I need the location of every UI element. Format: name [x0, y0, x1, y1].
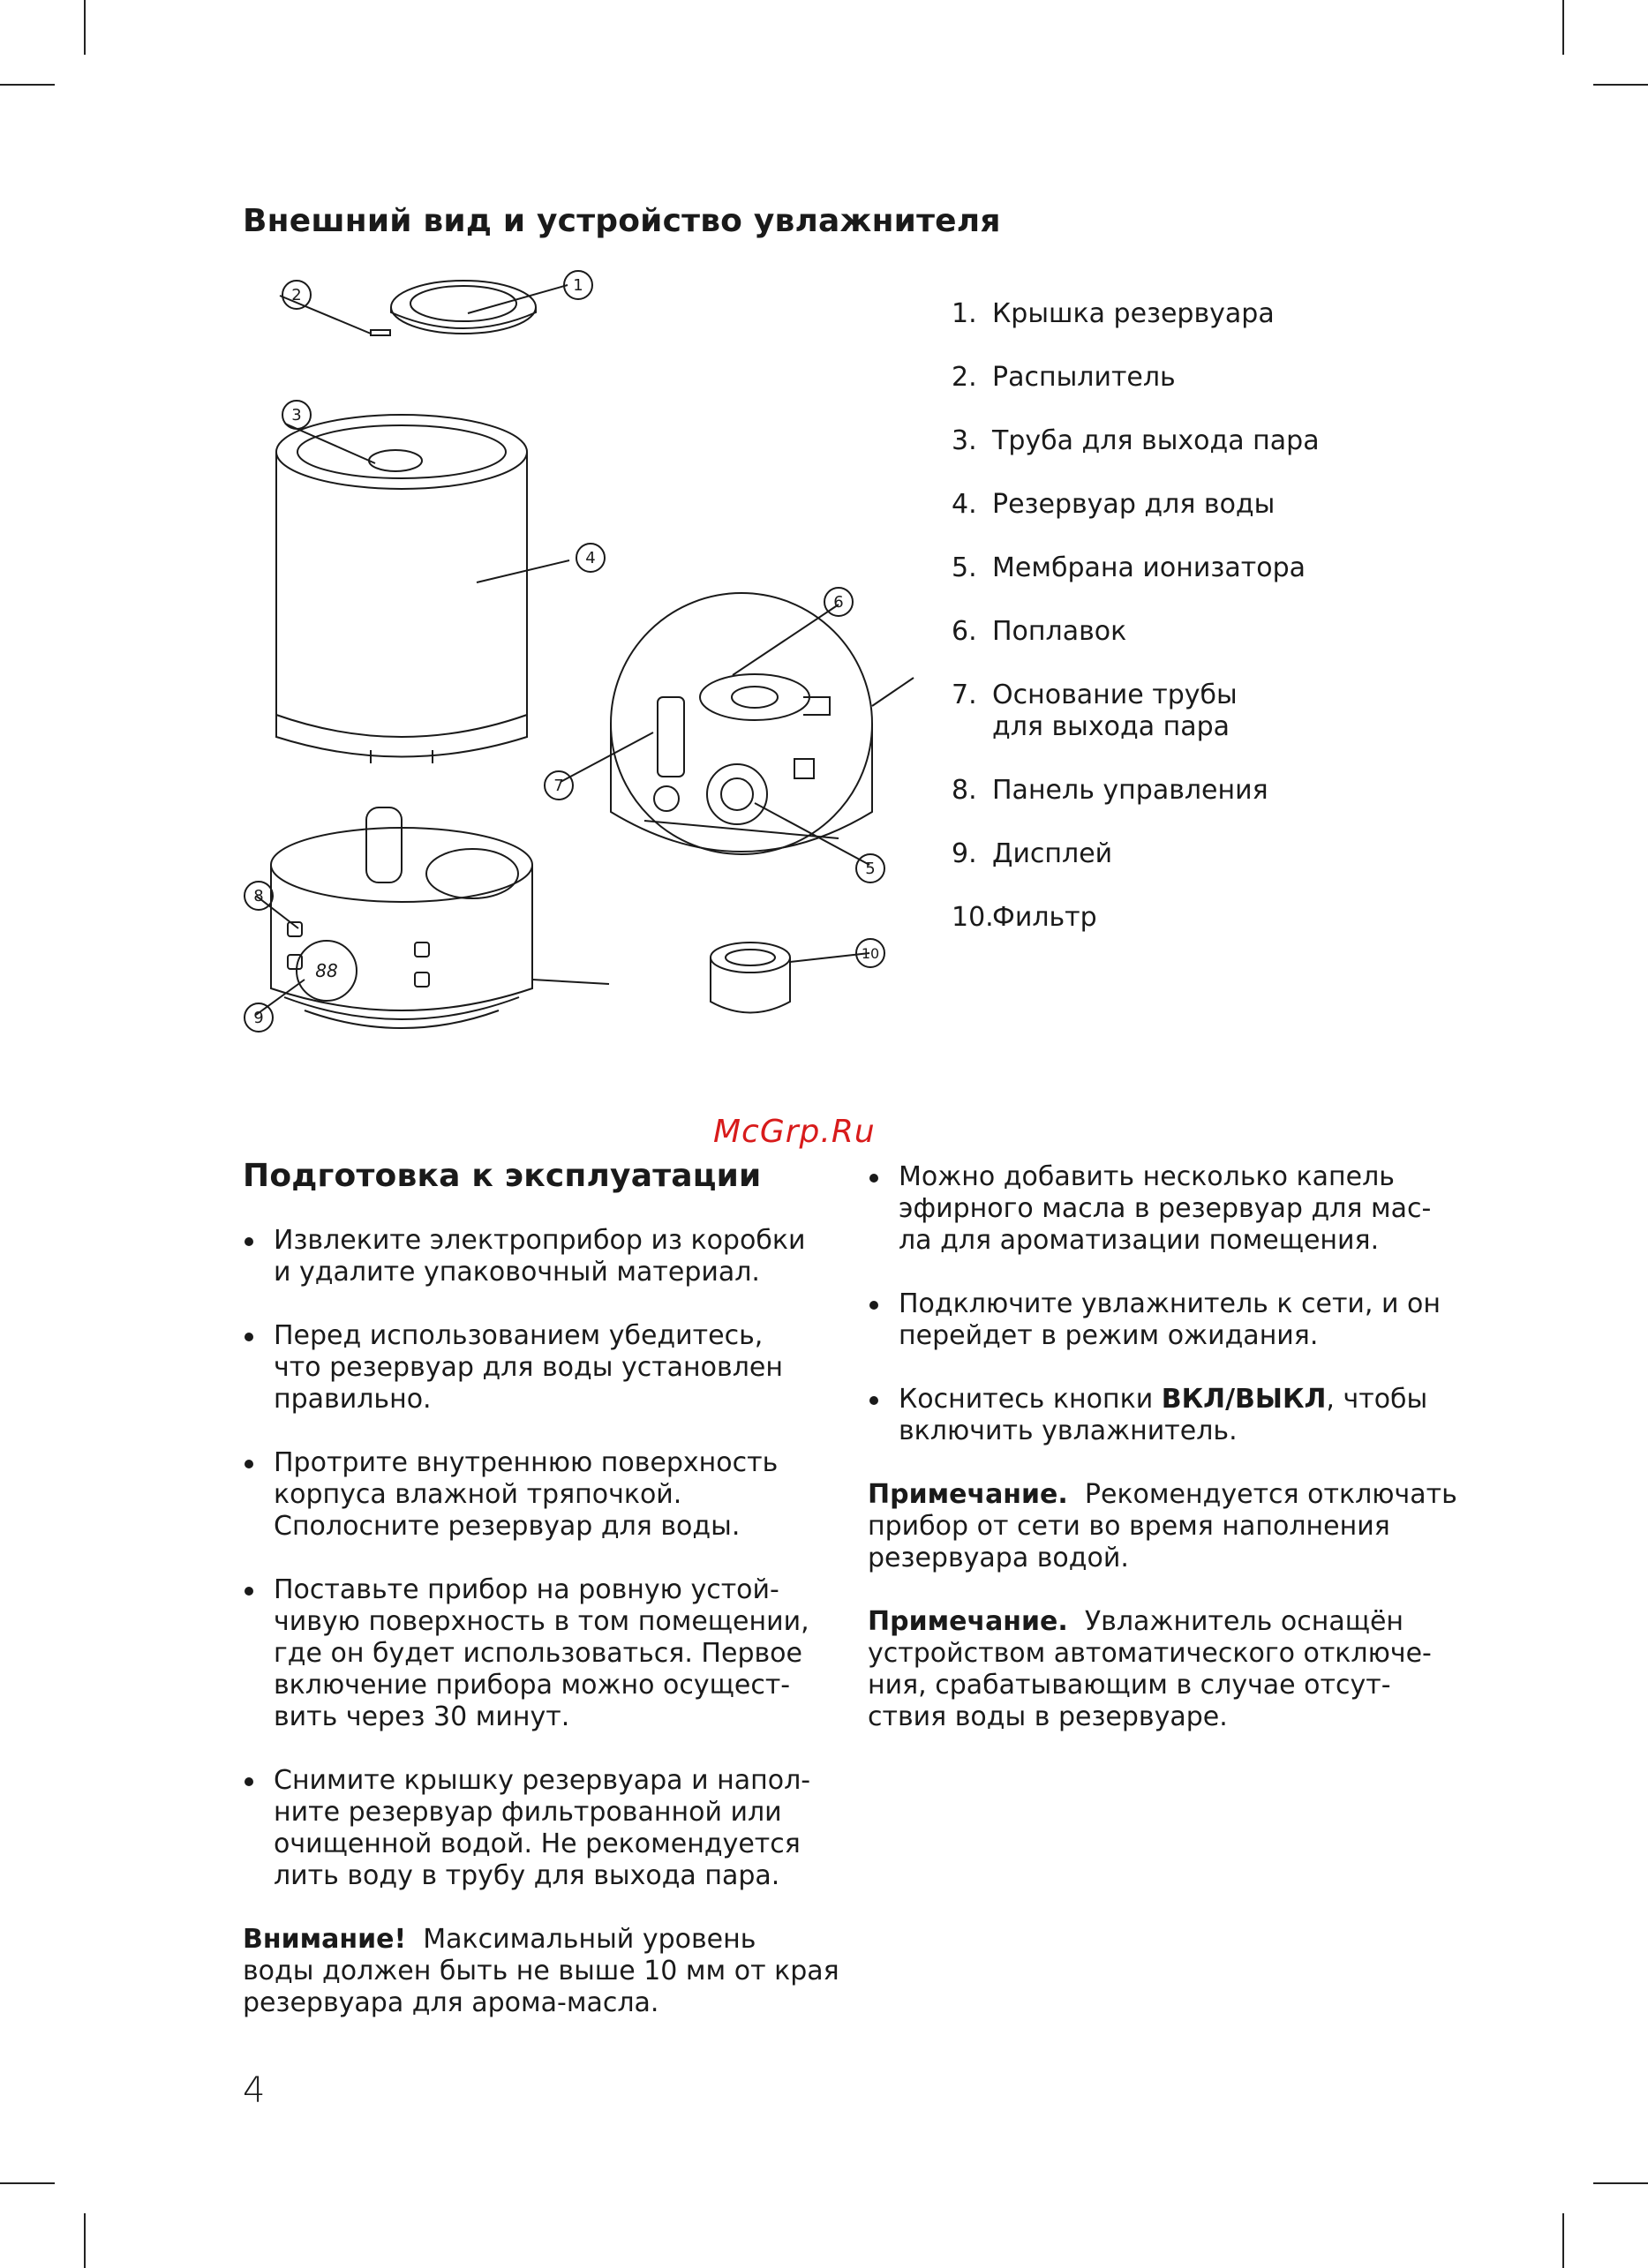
callout-1: 1	[573, 276, 583, 295]
watermark: McGrp.Ru	[713, 1114, 876, 1150]
part-item: 5. Мембрана ионизатора	[952, 552, 1306, 583]
reservoir-lid-illustration	[371, 281, 536, 335]
callout-4: 4	[585, 549, 596, 567]
crop-mark	[1562, 0, 1564, 55]
callout-5: 5	[865, 860, 876, 878]
list-item: Поставьте прибор на ровную устой- чивую поверхность в том помещении, где он будет использоваться. Первое включение прибора можно осущест- вить через 30 минут.	[243, 1574, 843, 1733]
list-item: Извлеките электроприбор из коробки и удалите упаковочный материал.	[243, 1225, 843, 1288]
parts-list	[952, 298, 1446, 965]
prep-title: Подготовка к эксплуатации	[243, 1158, 762, 1194]
power-button-label: ВКЛ/ВЫКЛ	[1161, 1384, 1327, 1415]
part-item: 2. Распылитель	[952, 362, 1176, 393]
part-item: 9. Дисплей	[952, 838, 1113, 869]
list-item: Перед использованием убедитесь, что резервуар для воды установлен правильно.	[243, 1320, 843, 1416]
prep-right-column	[868, 1161, 1468, 1765]
callout-3: 3	[291, 406, 302, 424]
crop-mark	[1593, 2182, 1648, 2184]
prep-left-column	[243, 1225, 843, 2051]
part-item: 3. Труба для выхода пара	[952, 425, 1320, 456]
page-number: 4	[243, 2070, 266, 2111]
list-item: Снимите крышку резервуара и напол- ните резервуар фильтрованной или очищенной водой. Не рекомендуется лить воду в трубу для выхода пара.	[243, 1765, 843, 1892]
crop-mark	[84, 2213, 86, 2268]
crop-mark	[0, 84, 55, 86]
warning-note: Внимание! Максимальный уровень воды должен быть не выше 10 мм от края резервуара для арома-масла.	[243, 1924, 839, 2018]
part-item: 7. Основание трубы для выхода пара	[952, 680, 1238, 742]
list-item: Коснитесь кнопки ВКЛ/ВЫКЛ, чтобы включить увлажнитель.	[868, 1384, 1468, 1447]
part-item: 10. Фильтр	[952, 902, 1097, 933]
part-item: 8. Панель управления	[952, 775, 1268, 806]
callout-8: 8	[253, 887, 264, 905]
humidifier-diagram	[221, 256, 971, 1050]
part-item: 6. Поплавок	[952, 616, 1127, 647]
callout-7: 7	[553, 777, 564, 795]
list-item: Подключите увлажнитель к сети, и он перейдет в режим ожидания.	[868, 1288, 1468, 1352]
crop-mark	[0, 2182, 55, 2184]
filter-illustration	[711, 942, 790, 1013]
note: Примечание. Рекомендуется отключать прибор от сети во время наполнения резервуара водой.	[868, 1479, 1457, 1573]
water-tank-illustration	[276, 415, 527, 763]
crop-mark	[1593, 84, 1648, 86]
callout-10: 10	[861, 945, 880, 962]
section-title: Внешний вид и устройство увлажнителя	[243, 203, 1001, 239]
base-unit-illustration	[271, 807, 609, 1028]
callout-9: 9	[253, 1009, 264, 1027]
crop-mark	[84, 0, 86, 55]
crop-mark	[1562, 2213, 1564, 2268]
list-item: Протрите внутреннюю поверхность корпуса влажной тряпочкой. Сполосните резервуар для воды.	[243, 1447, 843, 1543]
callout-6: 6	[833, 593, 844, 612]
note: Примечание. Увлажнитель оснащён устройством автоматического отключе- ния, срабатывающим в случае отсут- ствия воды в резервуаре.	[868, 1606, 1432, 1732]
list-item: Можно добавить несколько капель эфирного масла в резервуар для мас- ла для ароматизации помещения.	[868, 1161, 1468, 1257]
callout-2: 2	[291, 286, 302, 304]
part-item: 4. Резервуар для воды	[952, 489, 1276, 520]
display-digits: 88	[315, 960, 338, 981]
base-bottom-illustration	[611, 593, 914, 854]
part-item: 1. Крышка резервуара	[952, 298, 1275, 329]
